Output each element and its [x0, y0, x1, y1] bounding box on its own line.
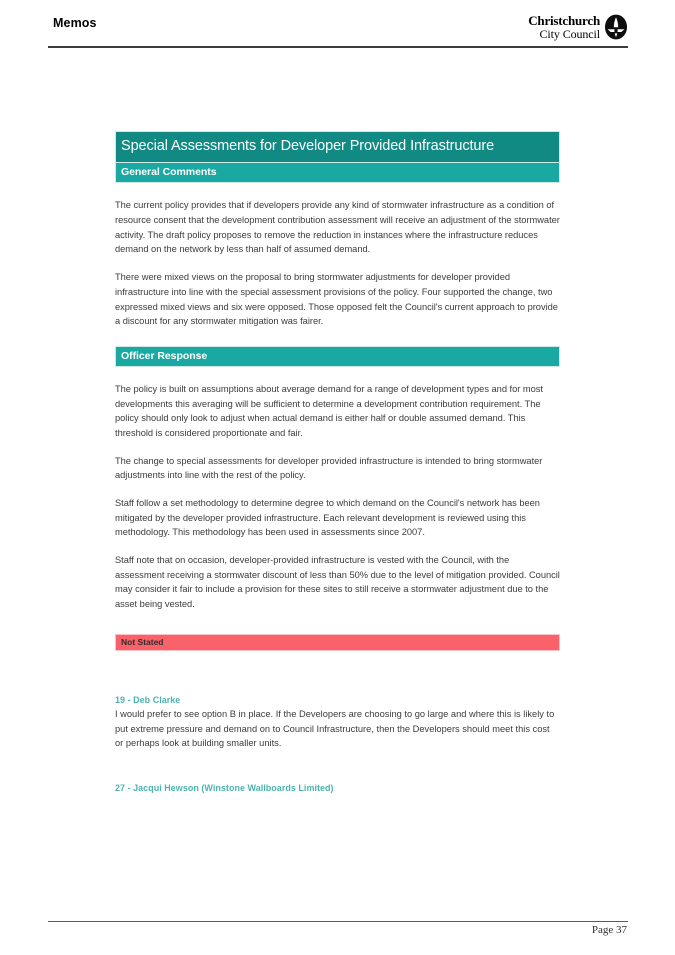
officer-response-paragraph: The change to special assessments for developer provided infrastructure is intended to bring stormwater adjustments into line with the rest of the policy. [115, 455, 543, 481]
section-general-comments-bar: General Comments [115, 163, 560, 183]
logo-line-christchurch: Christchurch [528, 13, 600, 29]
page-title: Memos [53, 16, 97, 30]
footer-divider [48, 921, 628, 922]
general-comments-paragraph: The current policy provides that if developers provide any kind of stormwater infrastructure as a condition of resource consent that the development contribution assessment will receive an adjustment of the stormwater activity. The draft policy proposes to remove the reduction in instances where the infrastructure reduces demand on the network by less than half of assumed demand. [115, 200, 560, 255]
status-badge: Not Stated [115, 634, 560, 651]
officer-response-paragraph: Staff note that on occasion, developer-provided infrastructure is vested with the Council, with the assessment receiving a stormwater discount of less than 50% due to the level of mitigation provided. Council may consider it fair to include a provision for these sites to still receive a stormwater adjustment due to the asset being vested. [115, 555, 560, 610]
officer-response-paragraph: Staff follow a set methodology to determine degree to which demand on the Council's network has been mitigated by the developer provided infrastructure. Each relevant development is reviewed using this methodology. This methodology has been used in assessments since 2007. [115, 498, 540, 538]
council-logo-text [528, 14, 600, 40]
logo-line-city-council: City Council [539, 26, 600, 41]
header-divider [48, 46, 628, 48]
council-logo [528, 14, 628, 40]
submission-author: 27 - Jacqui Hewson (Winstone Wallboards Limited) [115, 782, 334, 793]
submission-author: 19 - Deb Clarke [115, 694, 181, 705]
christchurch-city-council-logo-mark-icon [604, 14, 628, 40]
submission-text: I would prefer to see option B in place. If the Developers are choosing to go large and where this is likely to put extreme pressure and demand on to Council Infrastructure, then the Developers should meet this cost or perhaps look at building smaller units. [115, 708, 555, 749]
section-officer-response-bar: Officer Response [115, 346, 560, 367]
page-header [48, 14, 628, 46]
general-comments-paragraph: There were mixed views on the proposal to bring stormwater adjustments for developer provided infrastructure into line with the special assessment provisions of the policy. Four supported the change, two expressed mixed views and six were opposed. Those opposed felt the Council's current approach to provide a discount for any stormwater mitigation was fairer. [115, 272, 558, 327]
officer-response-paragraph: The policy is built on assumptions about average demand for a range of development types and for most developments this averaging will be sufficient to determine a development contribution requirement. The policy should only look to adjust when actual demand is either half or double assumed demand. This threshold is considered proportionate and fair. [115, 383, 543, 438]
document-content [115, 131, 560, 795]
page-number: Page 37 [591, 924, 627, 936]
section-title-bar: Special Assessments for Developer Provided Infrastructure [115, 131, 560, 163]
